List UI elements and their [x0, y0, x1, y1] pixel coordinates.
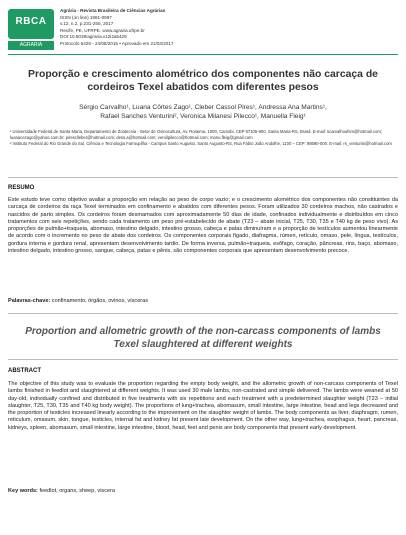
article-title-en: Proportion and allometric growth of the non-carcass components of lambs Texel slaughtered at different weights	[25, 326, 381, 350]
journal-info	[60, 8, 260, 48]
journal-name: Agrária - Revista Brasileira de Ciências Agrárias	[60, 8, 166, 13]
affiliations	[10, 129, 398, 147]
journal-place: Recife, PE, UFRPE. www.agraria.ufrpe.br	[60, 27, 145, 33]
journal-volume: v.12, n.2, p.231-255, 2017	[60, 21, 114, 27]
journal-issn: ISSN (on line) 1981-0997	[60, 14, 112, 20]
keywords-pt	[8, 298, 398, 304]
authors-line-1: Sérgio Carvalho¹, Luana Côrtes Zago¹, Cleber Cassol Pires¹, Andressa Ana Martins¹,	[79, 104, 327, 111]
journal-protocol: Protocolo 5429 - 24/08/2015 • Aprovado em 21/03/2017	[60, 40, 174, 46]
logo-text: RBCA	[15, 16, 47, 27]
abstract-heading: ABSTRACT	[8, 368, 41, 374]
keywords-en-label: Key words:	[8, 488, 38, 494]
section-divider	[8, 177, 398, 178]
journal-logo	[8, 9, 54, 49]
journal-doi: DOI:10.5039/agraria.v12i2a5429	[60, 34, 127, 40]
logo-subtext: AGRARIA	[8, 41, 54, 50]
author-list	[20, 103, 386, 121]
affiliation-1: ¹ Universidade Federal de Santa Maria, Departamento de Zootecnia - Setor de Ovinocultura, Av. Roraima, 1000, Camobi, CEP 97105-900, Santa Maria-RS, Brasil. E-mail: scarvalhoufsm@hotmail.com; luanacezago@yahoo.com.br; piresclleber@hotmail.com; dess.a@hotmail.com; veroilpilecco@hotmail.com; manu.fleig@gmail.com	[10, 129, 382, 140]
keywords-pt-label: Palavras-chave:	[8, 298, 51, 304]
keywords-pt-values: confinamento, órgãos, ovinos, vísceras	[51, 298, 148, 304]
section-divider	[8, 359, 398, 360]
abstract-body: The objective of this study was to evaluate the proportion regarding the empty body weight, and the allometric growth of non-carcass components of Texel lambs finished in feedlot and slaughtered at different weights. It was used 30 male lambs, non-castrated and simple delivered. The lambs were weaned at 50 day-old, individually confined and distributed in five treatments with six repetitions and each treatment with a predetermined slaughter weight (T23 – initial slaughter, T25, T30, T35 and T40 kg body weight). The proportions of lung+trachea, abomasum, small intestine, large intestine, head and legs decreased and the proportion of testicles increased linearly according to the improvement on the slaughter weight of lambs. The body components as liver, diaphragm, rumen, reticulum, omasum, skin, tongue, testicles, internal fat and kidney fat present late development. On the other way, lung+trachea, esophagus, heart, pancreas, kidneys, spleen, abomasum, small intestine, large intestine, blood, head, feet and penis are body components that present early development.	[8, 381, 398, 431]
resumo-body: Este estudo teve como objetivo avaliar a proporção em relação ao peso de corpo vazio; e o crescimento alométrico dos componentes não constituintes da carcaça de cordeiros da raça Texel terminados em confinamento e abatidos com diferentes pesos. Foram utilizados 30 cordeiros machos, não castrados e nascidos de parto simples. Os cordeiros foram desmamados com aproximadamente 50 dias de idade, confinados individualmente e distribuídos em cinco tratamentos com seis repetições, sendo cada tratamento um peso pré-estabelecido de abate (T23 – abate inicial, T25, T30, T35 e T40 kg de peso vivo). As proporções de pulmão+traqueia, abomaso, intestino delgado, intestino grosso, cabeça e patas diminuíram e a proporção de testículos aumentou linearmente de acordo com o incremento no peso de abate dos cordeiros. Os componentes corporais fígado, diafragma, rúmen, retículo, omaso, pele, língua, testículos, gordura interna e gordura renal, apresentam desenvolvimento tardio. De forma inversa, pulmão+traqueia, esôfago, coração, pâncreas, rins, baço, abomaso, intestino delgado, intestino grosso, sangue, cabeça, patas e pênis, são componentes corporais que apresentam desenvolvimento precoce.	[8, 197, 398, 254]
section-divider	[8, 313, 398, 314]
resumo-heading: RESUMO	[8, 185, 35, 191]
affiliation-2: ² Instituto Federal do Rio Grande do Sul, Ciência e Tecnologia Farroupilha - Campus Santo Augusto, Santo Augusto-RS, Rua Fábio João Andolhe, 1100 – CEP: 98590-000. E-mail: rs_venturini@hotmail.com	[10, 141, 392, 146]
keywords-en-values: feedlot, organs, sheep, viscera	[39, 488, 115, 494]
header-divider	[8, 54, 398, 55]
article-title-pt: Proporção e crescimento alométrico dos componentes não carcaça de cordeiros Texel abatidos com diferentes pesos	[28, 69, 378, 93]
authors-line-2: Rafael Sanches Venturini², Veronica Milanesi Pilecco¹, Manuella Fleig¹	[100, 113, 306, 120]
keywords-en	[8, 488, 398, 494]
